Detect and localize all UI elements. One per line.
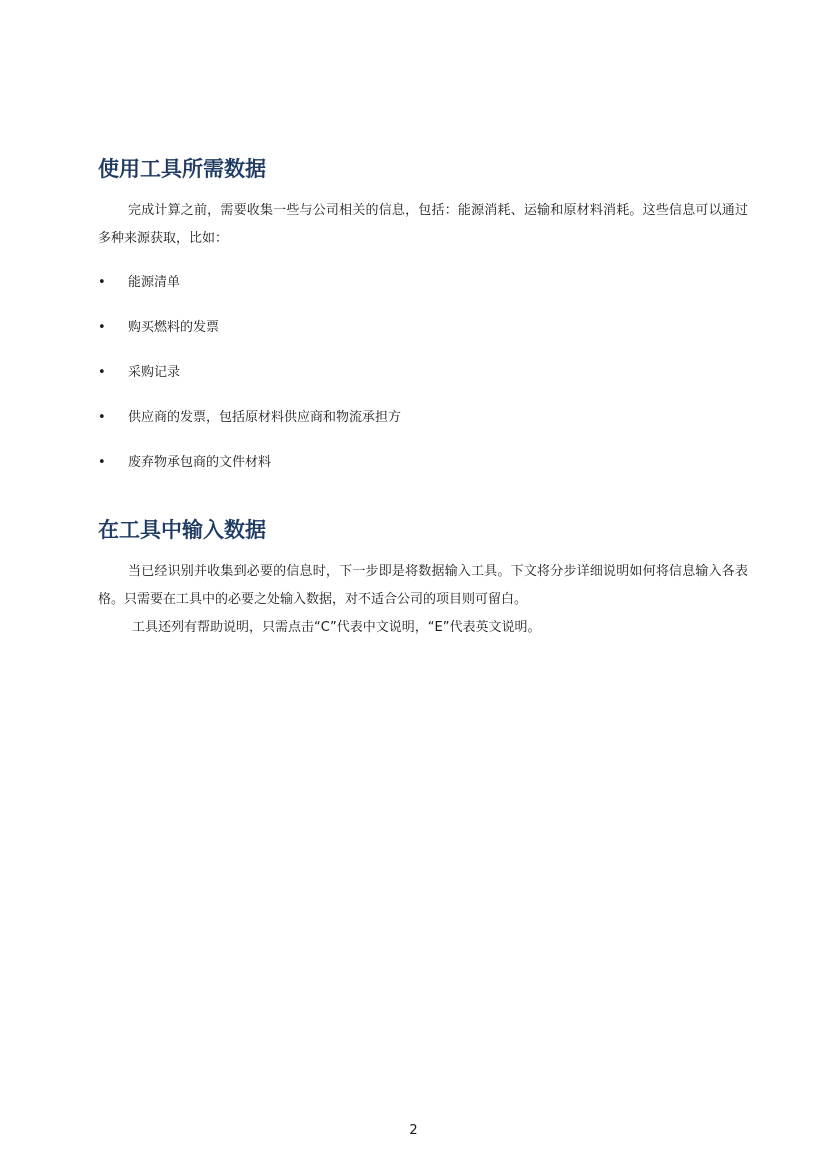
section-heading-data-required: 使用工具所需数据 <box>98 157 266 181</box>
help-instructions-paragraph: 工具还列有帮助说明，只需点击“C”代表中文说明，“E”代表英文说明。 <box>132 620 541 635</box>
bullet-icon: • <box>98 365 106 380</box>
list-item-text: 废弃物承包商的文件材料 <box>128 455 272 470</box>
page-number: 2 <box>409 1123 418 1138</box>
list-item-text: 供应商的发票，包括原材料供应商和物流承担方 <box>128 410 402 425</box>
bullet-icon: • <box>98 275 106 290</box>
bullet-icon: • <box>98 455 106 470</box>
section-intro-paragraph: 完成计算之前，需要收集一些与公司相关的信息，包括：能源消耗、运输和原材料消耗。这些信息可以通过多种来源获取，比如： <box>98 203 748 246</box>
list-item-text: 采购记录 <box>128 365 181 380</box>
list-item-text: 能源清单 <box>128 275 181 290</box>
bullet-icon: • <box>98 410 106 425</box>
bullet-icon: • <box>98 320 106 335</box>
list-item-text: 购买燃料的发票 <box>128 320 220 335</box>
input-instructions-paragraph: 当已经识别并收集到必要的信息时，下一步即是将数据输入工具。下文将分步详细说明如何将信息输入各表格。只需要在工具中的必要之处输入数据，对不适合公司的项目则可留白。 <box>98 564 748 607</box>
section-heading-input-data: 在工具中输入数据 <box>98 518 266 542</box>
